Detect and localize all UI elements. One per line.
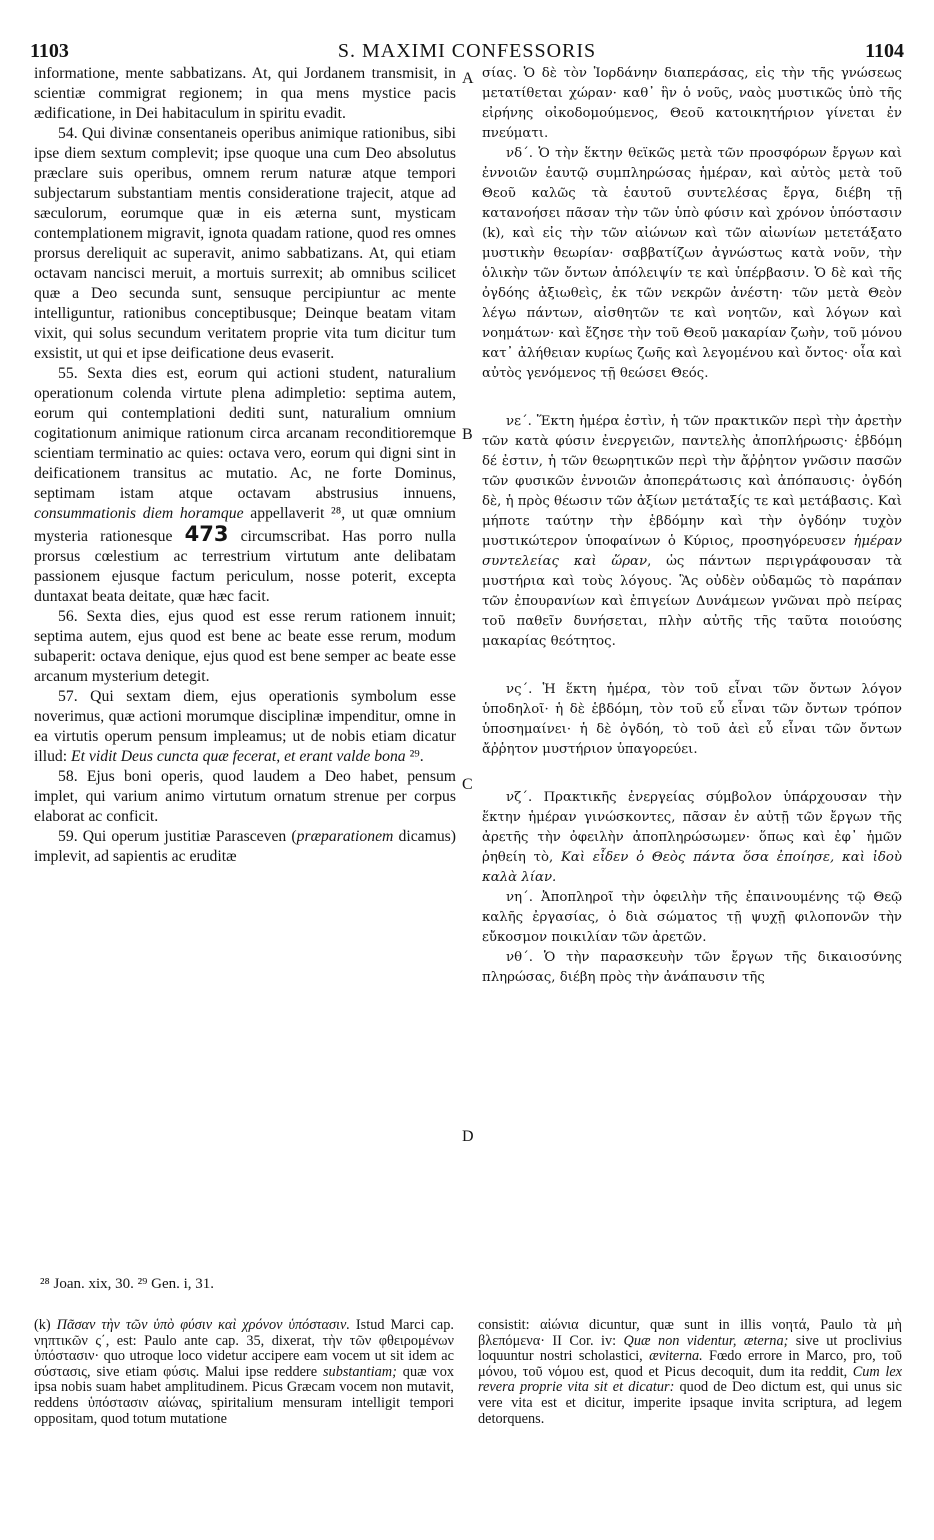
latin-paragraph-56: 56. Sexta dies, ejus quod est esse rerum rationem innuit; septima autem, ejus quod est bene ac beate esse rerum, modum subaperit: octava denique, ejus quod est bene semper ac beate esse arcanum mysterium detegit. bbox=[34, 608, 456, 685]
latin-59-text-b: dicamus) implevit, ad sapientis ac eruditæ bbox=[34, 828, 456, 865]
greek-55-text-b: , ὡς πάντων περιγράφουσαν τὰ μυστήρια καὶ τοὺς λόγους. Ἃς οὐδὲν οὐδαμῶς τὸ παράπαν τῶν ἐπουρανίων καὶ ἐπιγείων Δυνάμεων γνῶναι πρὸ πείρας τοῦ παθεῖν δυνήσεται, πλὴν αὐτῆς τῆς ταῦτα ποιούσης μακαρίας θεότητος. bbox=[482, 554, 902, 649]
footnote-continuation bbox=[478, 1318, 902, 1427]
margin-letter-d: D bbox=[462, 1128, 474, 1145]
greek-paragraph-55 bbox=[482, 412, 902, 652]
latin-55-text-b: appellaverit ²⁸, ut quæ omnium mysteria rationesque bbox=[34, 505, 456, 545]
footnote-italic-2: substantiam; bbox=[322, 1363, 397, 1380]
footnote-r-text-d: quod de Deo dictum est, qui unus sic vere vita est et dicitur, imperite ipsaque invita scriptura, ad legem detorquens. bbox=[478, 1379, 902, 1427]
latin-paragraph-57 bbox=[34, 687, 456, 767]
latin-paragraph-54: 54. Qui divinæ consentaneis operibus animique rationibus, sibi ipse diem sextum complevit; ipse quoque una cum Deo absolutus præclare suis operibus, omnem rerum naturæ atque tempori subjectarum substantiam mentis consideratione trajecit, atque ad sæculorum, eorumque quæ in eis æterna sunt, mysticam contemplationem migravit, ignota quadam ratione, quod res omnes prorsus dereliquit ac superavit, animo sabbatizans. At, qui etiam octavam nancisci meruit, a mortuis surrexit; ab omnibus scilicet quæ a Deo secunda sunt, sensuque percipiuntur ac mente intelliguntur, rationibus conceptibusque; Deinque beatam vitam vixit, qui solus secundum veritatem proprie vita tum dicitur tum exsistit, ut qui et ipse deificatione deus evaserit. bbox=[34, 125, 456, 362]
margin-letter-c: C bbox=[462, 776, 473, 793]
footnote-lemma: Πᾶσαν τὴν τῶν ὑπὸ φύσιν καὶ χρόνον ὑπόστασιν. bbox=[56, 1317, 350, 1333]
running-title: S. MAXIMI CONFESSORIS bbox=[337, 40, 597, 62]
greek-paragraph-56: νς΄. Ἡ ἕκτη ἡμέρα, τὸν τοῦ εἶναι τῶν ὄντων λόγον ὑποδηλοῖ· ἡ δὲ ἑβδόμη, τὸν τοῦ εὖ εἶναι τῶν ὄντων τρόπον ὑποσημαίνει· ἡ δὲ ὀγδόη, τὸ τοῦ ἀεὶ εὖ εἶναι τῶν ὄντων ἄῤῥητον μυστήριον ὑπαγορεύει. bbox=[482, 682, 902, 757]
latin-57-text-b: ²⁹. bbox=[405, 748, 424, 765]
footnote-r-text-c: Fœdo errore in Marco, pro, τοῦ μόνου, τοῦ νόμου est, quod et Picus decoquit, dum ita reddit, bbox=[478, 1348, 902, 1380]
footnote-k bbox=[34, 1318, 454, 1427]
footnote-r-text-a: consistit: αἰώνια dicuntur, quæ sunt in illis νοητά, Paulo τὰ μὴ βλεπόμενα· II Cor. iv: bbox=[478, 1317, 902, 1349]
latin-paragraph-58: 58. Ejus boni operis, quod laudem a Deo habet, pensum implet, qui varium animo virtutum ornatum strenue per corpus elaborat ac conficit. bbox=[34, 768, 456, 825]
spacer bbox=[482, 384, 902, 412]
footnote-r-italic-2: æviterna. bbox=[649, 1348, 703, 1365]
left-page-number: 1103 bbox=[30, 40, 69, 62]
latin-57-text-a: 57. Qui sextam diem, ejus operationis symbolum esse noverimus, quæ actioni morumque disciplinæ impenditur, omne in ea virtutis operum pensum impleamus; ut de nobis etiam dicatur illud: bbox=[34, 688, 456, 765]
greek-paragraph-59: νθ΄. Ὁ τὴν παρασκευὴν τῶν ἔργων τῆς δικαιοσύνης πληρώσας, διέβη πρὸς τὴν ἀνάπαυσιν τῆς bbox=[482, 950, 902, 985]
spacer bbox=[482, 652, 902, 680]
footnote-right bbox=[478, 1318, 902, 1427]
right-page-number: 1104 bbox=[865, 40, 904, 62]
latin-59-italic: præparationem bbox=[296, 828, 394, 845]
footnote-text-b: quæ vox ipsa nobis suam habet amplitudinem. Picus Græcam vocem non mutavit, reddens ὑπόστασιν αἰώνας, spiritalium mensuram intelligit tempori oppositam, quod totum mutatione bbox=[34, 1363, 454, 1427]
greek-paragraph-58: νη΄. Ἀποπληροῖ τὴν ὀφειλὴν τῆς ἐπαινουμένης τῷ Θεῷ καλῆς ἐργασίας, ὁ διὰ σώματος τῇ ψυχῇ φιλοπονῶν τὴν εὔκοσμον ποικιλίαν τῶν ἀρετῶν. bbox=[482, 890, 902, 945]
footnote-left bbox=[34, 1318, 454, 1427]
latin-55-text-c: circumscribat. Has porro nulla prorsus cœlestium ac terrestrium virtutum ante delibatam passionem ejusque factum periculum, nosse poterit, excepta duntaxat beata deitate, quæ hæc facit. bbox=[34, 528, 456, 605]
latin-55-italic: consummationis diem horamque bbox=[34, 505, 244, 522]
greek-paragraph-intro: σίας. Ὁ δὲ τὸν Ἰορδάνην διαπεράσας, εἰς τὴν τῆς γνώσεως μετατίθεται χώραν· καθ᾽ ἣν ὁ νοῦς, ναὸς μυστικῶς ὑπὸ τῆς εἰρήνης οἰκοδομούμενος, Θεοῦ κατοικητήριον γίνεται ἐν πνεύματι. bbox=[482, 66, 902, 141]
latin-paragraph-59 bbox=[34, 827, 456, 867]
latin-paragraph-intro: informatione, mente sabbatizans. At, qui Jordanem transmisit, in scientiæ commigrat regionem; in qua mens mystice pacis ædificatione, in Dei habitaculum in spiritu evadit. bbox=[34, 65, 456, 122]
latin-57-italic: Et vidit Deus cuncta quæ fecerat, et erant valde bona bbox=[71, 748, 406, 765]
greek-paragraph-54: νδ΄. Ὁ τὴν ἕκτην θεϊκῶς μετὰ τῶν προσφόρων ἔργων καὶ ἐννοιῶν ἑαυτῷ συμπληρώσας ἡμέραν, καὶ αὐτὸς μετὰ τοῦ Θεοῦ καλῶς τὰ ἑαυτοῦ συντελέσας ἔργα, διέβη τῇ κατανοήσει πᾶσαν τὴν τῶν ὑπὸ φύσιν καὶ χρόνον ὑπόστασιν (k), καὶ εἰς τὴν τῶν αἰώνων καὶ τῶν αἰωνίων μετετάξατο μυστικὴν θεωρίαν· σαββατίζων ἀγνώστως κατὰ νοῦν, τὴν ὁλικὴν τῶν ὄντων ἀπόλειψίν τε καὶ ὑπέρβασιν. Ὁ δὲ καὶ τῆς ὀγδόης ἀξιωθεὶς, ἐκ τῶν νεκρῶν ἀνέστη· τῶν μετὰ Θεὸν λέγω πάντων, αἰσθητῶν τε καὶ νοητῶν, καὶ λόγων καὶ νοημάτων· καὶ ἔζησε τὴν τοῦ Θεοῦ μακαρίαν ζωὴν, τοῦ μόνου κατ᾽ ἀλήθειαν κυρίως ζωῆς καὶ λεγομένου καὶ ὄντος· οἷα καὶ αὐτὸς γενόμενος τῇ θεώσει Θεός. bbox=[482, 146, 902, 381]
margin-letter-a: A bbox=[462, 70, 474, 87]
column-marker-473: 473 bbox=[184, 522, 229, 546]
greek-57-italic: Καὶ εἶδεν ὁ Θεὸς πάντα ὅσα ἐποίησε, καὶ ἰδοὺ καλὰ λίαν. bbox=[482, 850, 902, 885]
scripture-references: ²⁸ Joan. xix, 30. ²⁹ Gen. i, 31. bbox=[40, 1276, 215, 1292]
greek-55-italic: ἡμέραν συντελείας καὶ ὥραν bbox=[482, 534, 902, 569]
spacer bbox=[482, 760, 902, 788]
latin-59-text-a: 59. Qui operum justitiæ Parasceven ( bbox=[58, 828, 297, 845]
greek-57-text-a: νζ΄. Πρακτικῆς ἐνεργείας σύμβολον ὑπάρχουσαν τὴν ἕκτην ἡμέραν γινώσκοντες, πᾶσαν ἐν αὐτῇ τῶν ἔργων τῆς ἀρετῆς τὴν ὀφειλὴν ἀποπληρώσωμεν· ὅπως καὶ ἐφ᾽ ἡμῶν ῥηθείη τὸ, bbox=[482, 790, 902, 865]
footnote-r-italic-1: Quæ non videntur, æterna; bbox=[623, 1332, 789, 1349]
greek-paragraph-57 bbox=[482, 788, 902, 888]
latin-column bbox=[34, 64, 456, 867]
footnote-r-text-b: sive ut proclivius loquuntur nostri scholastici, bbox=[478, 1332, 902, 1365]
greek-55-text-a: νε΄. Ἕκτη ἡμέρα ἐστὶν, ἡ τῶν πρακτικῶν περὶ τὴν ἀρετὴν τῶν κατὰ φύσιν ἐνεργειῶν, παντελὴς ἀποπλήρωσις· ἑβδόμη δέ ἐστιν, ἡ τῶν θεωρητικῶν περὶ τὴν ἄῤῥητον γνῶσιν πασῶν τῶν φυσικῶν ἐννοιῶν ἀποπεράτωσις καὶ ἀπόπαυσις· ὀγδόη δὲ, ἡ πρὸς θέωσιν τῶν ἀξίων μετάταξίς τε καὶ μετάβασις. Καὶ μήποτε ταύτην τὴν ἑβδόμην καὶ τὴν ὀγδόην τυχὸν μυστικώτερον ὑποφαίνων ὁ Κύριος, προσηγόρευσεν bbox=[482, 414, 903, 549]
footnote-text-a: Istud Marci cap. νηπτικῶν ς΄, est: Paulo ante cap. 35, dixerat, τὴν τῶν φθειρομένων ὑπόστασιν· quo utroque loco videtur accipere eam vocem ut sit idem ac σύστασις, sive etiam φύσις. Malui ipse reddere bbox=[34, 1317, 454, 1380]
latin-55-text-a: 55. Sexta dies est, eorum qui actioni student, naturalium operationum colenda virtute plena adimpletio: septima autem, eorum qui contemplationi dediti sunt, naturalium omnium cogitationum animique rationum circa arcanam reconditioremque scientiam terminatio ac quies: octava vero, eorum qui digni sint in deificationem transitus ac mutatio. Ac, ne forte Dominus, septimam istam atque octavam abstrusius innuens, bbox=[34, 365, 456, 502]
latin-paragraph-55 bbox=[34, 364, 456, 607]
footnote-label: (k) bbox=[34, 1317, 57, 1333]
footnote-r-italic-3: Cum lex revera proprie vita sit et dicatur: bbox=[478, 1363, 903, 1396]
margin-letter-b: B bbox=[462, 426, 473, 443]
running-header bbox=[30, 40, 904, 64]
greek-column bbox=[482, 64, 902, 988]
